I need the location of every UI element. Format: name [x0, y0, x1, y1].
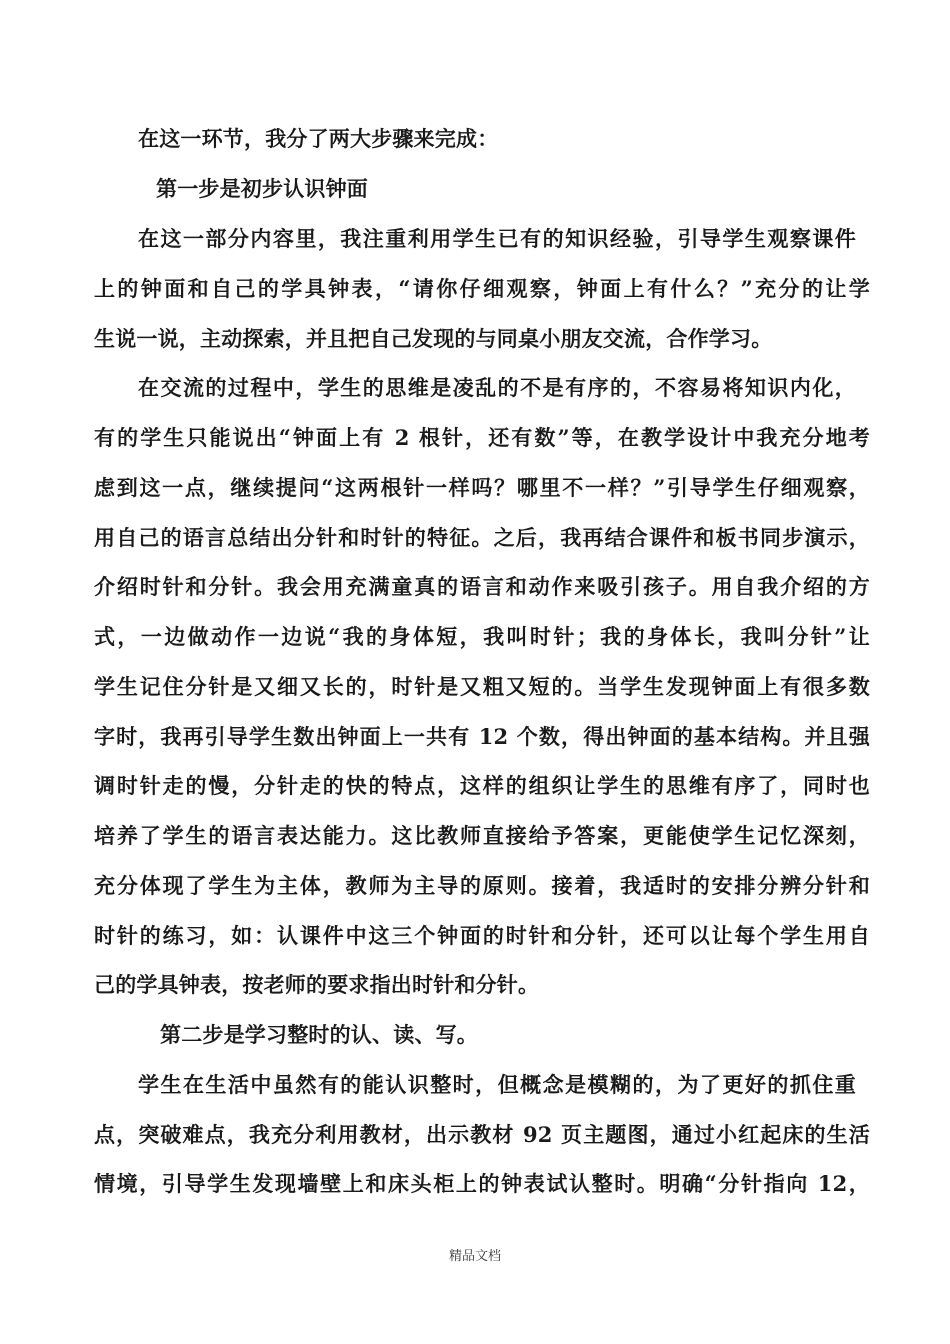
- paragraph-line: 情境，引导学生发现墙壁上和床头柜上的钟表试认整时。明确“分针指向 12，: [94, 1171, 870, 1196]
- paragraph-line: 上的钟面和自己的学具钟表，“请你仔细观察，钟面上有什么？”充分的让学: [94, 276, 870, 301]
- paragraph-line: 己的学具钟表，按老师的要求指出时针和分针。: [94, 972, 540, 997]
- page-footer: 精品文档: [448, 1249, 501, 1264]
- paragraph-line: 有的学生只能说出“钟面上有 2 根针，还有数”等，在教学设计中我充分地考: [94, 425, 870, 450]
- paragraph-line: 点，突破难点，我充分利用教材，出示教材 92 页主题图，通过小红起床的生活: [94, 1122, 870, 1147]
- paragraph-line: 虑到这一点，继续提问“这两根针一样吗？哪里不一样？”引导学生仔细观察，: [94, 475, 870, 500]
- section-heading: 第二步是学习整时的认、读、写。: [160, 1022, 478, 1047]
- paragraph-line: 在这一环节，我分了两大步骤来完成：: [138, 126, 499, 151]
- paragraph-line: 介绍时针和分针。我会用充满童真的语言和动作来吸引孩子。用自我介绍的方: [94, 574, 870, 599]
- paragraph-line: 生说一说，主动探索，并且把自己发现的与同桌小朋友交流，合作学习。: [94, 326, 773, 351]
- paragraph-line: 调时针走的慢，分针走的快的特点，这样的组织让学生的思维有序了，同时也: [94, 773, 870, 798]
- paragraph-line: 学生在生活中虽然有的能认识整时，但概念是模糊的，为了更好的抓住重: [138, 1072, 856, 1097]
- paragraph-line: 用自己的语言总结出分针和时针的特征。之后，我再结合课件和板书同步演示，: [94, 525, 870, 550]
- paragraph-line: 时针的练习，如：认课件中这三个钟面的时针和分针，还可以让每个学生用自: [94, 923, 870, 948]
- paragraph-line: 充分体现了学生为主体，教师为主导的原则。接着，我适时的安排分辨分针和: [94, 873, 870, 898]
- paragraph-line: 字时，我再引导学生数出钟面上一共有 12 个数，得出钟面的基本结构。并且强: [94, 724, 870, 749]
- paragraph-line: 在交流的过程中，学生的思维是凌乱的不是有序的，不容易将知识内化，: [138, 375, 856, 400]
- paragraph-line: 在这一部分内容里，我注重利用学生已有的知识经验，引导学生观察课件: [138, 226, 856, 251]
- section-heading: 第一步是初步认识钟面: [156, 176, 368, 201]
- paragraph-line: 学生记住分针是又细又长的，时针是又粗又短的。当学生发现钟面上有很多数: [94, 674, 870, 699]
- paragraph-line: 培养了学生的语言表达能力。这比教师直接给予答案，更能使学生记忆深刻，: [94, 823, 870, 848]
- paragraph-line: 式，一边做动作一边说“我的身体短，我叫时针；我的身体长，我叫分针”让: [94, 624, 870, 649]
